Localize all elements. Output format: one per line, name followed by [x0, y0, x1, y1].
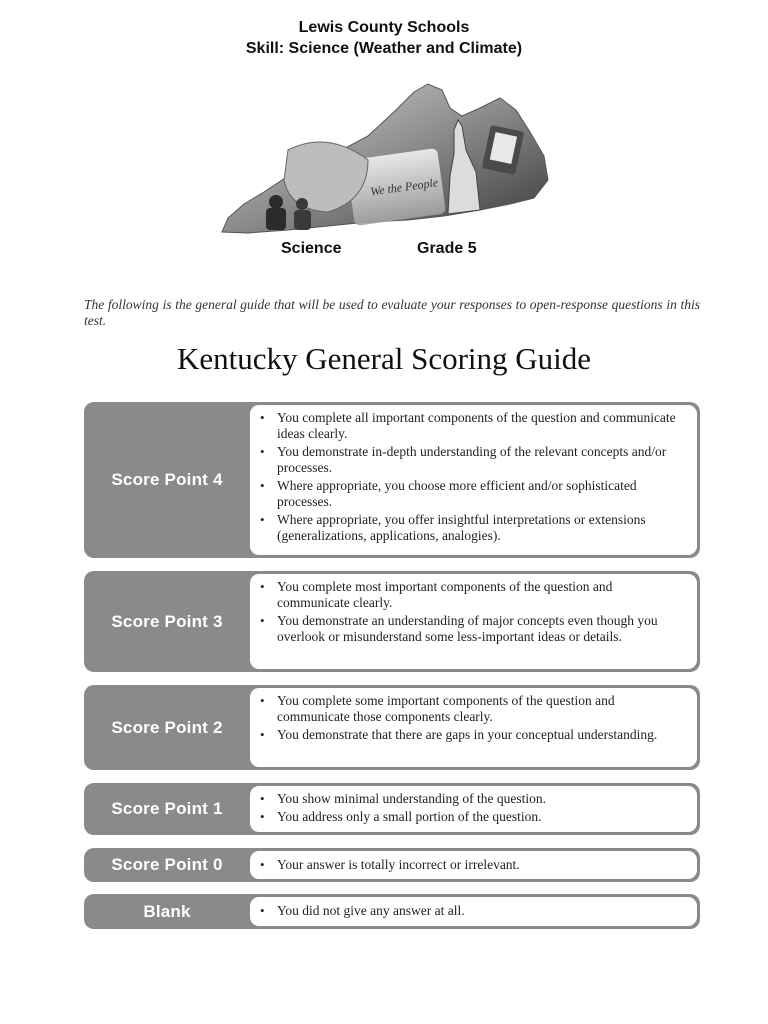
- score-row-1: [84, 783, 700, 835]
- score-row-4: [84, 402, 700, 558]
- criteria-item: • You demonstrate an understanding of major concepts even though you overlook or misunderstand some less-important ideas or details.: [260, 613, 687, 645]
- score-row-3: [84, 571, 700, 672]
- score-label: Score Point 4: [111, 470, 223, 489]
- score-label: Blank: [143, 901, 191, 921]
- criteria-box: [250, 405, 697, 555]
- skill-heading: Skill: Science (Weather and Climate): [245, 40, 523, 57]
- we-the-people-text: We the People: [369, 175, 439, 199]
- score-label: Score Point 0: [111, 855, 223, 874]
- criteria-item: • You demonstrate in-depth understanding of the relevant concepts and/or processes.: [260, 444, 687, 476]
- criteria-box: [250, 574, 697, 669]
- kentucky-collage-image: [218, 80, 550, 240]
- criteria-box: [250, 688, 697, 767]
- score-label: Score Point 3: [111, 611, 223, 631]
- student-figure: [296, 198, 308, 210]
- criteria-box: [250, 851, 697, 879]
- intro-text: The following is the general guide that will be used to evaluate your responses to open-response questions in this test.: [84, 297, 700, 328]
- score-row-0: [84, 848, 700, 882]
- criteria-item: • You complete all important components of the question and communicate ideas clearly.: [260, 410, 687, 442]
- district-heading: Lewis County Schools: [298, 19, 470, 36]
- criteria-item: • You did not give any answer at all.: [260, 903, 687, 919]
- criteria-box: [250, 897, 697, 926]
- student-figure: [269, 195, 283, 209]
- criteria-item: • You show minimal understanding of the question.: [260, 791, 687, 807]
- page-title: Kentucky General Scoring Guide: [176, 341, 592, 376]
- grade-label: Grade 5: [417, 240, 477, 257]
- criteria-item: • Your answer is totally incorrect or irrelevant.: [260, 857, 687, 873]
- score-row-2: [84, 685, 700, 770]
- criteria-item: • You complete most important components of the question and communicate clearly.: [260, 579, 687, 611]
- score-row-blank: [84, 894, 700, 929]
- criteria-box: [250, 786, 697, 832]
- subject-label: Science: [281, 240, 342, 257]
- score-label: Score Point 2: [111, 717, 223, 737]
- criteria-item: • You demonstrate that there are gaps in your conceptual understanding.: [260, 727, 687, 743]
- criteria-item: • You complete some important components of the question and communicate those components clearly.: [260, 693, 687, 725]
- criteria-item: • Where appropriate, you offer insightful interpretations or extensions (generalizations, applications, analogies).: [260, 512, 687, 544]
- criteria-item: • You address only a small portion of the question.: [260, 809, 687, 825]
- criteria-item: • Where appropriate, you choose more efficient and/or sophisticated processes.: [260, 478, 687, 510]
- score-label: Score Point 1: [111, 799, 223, 818]
